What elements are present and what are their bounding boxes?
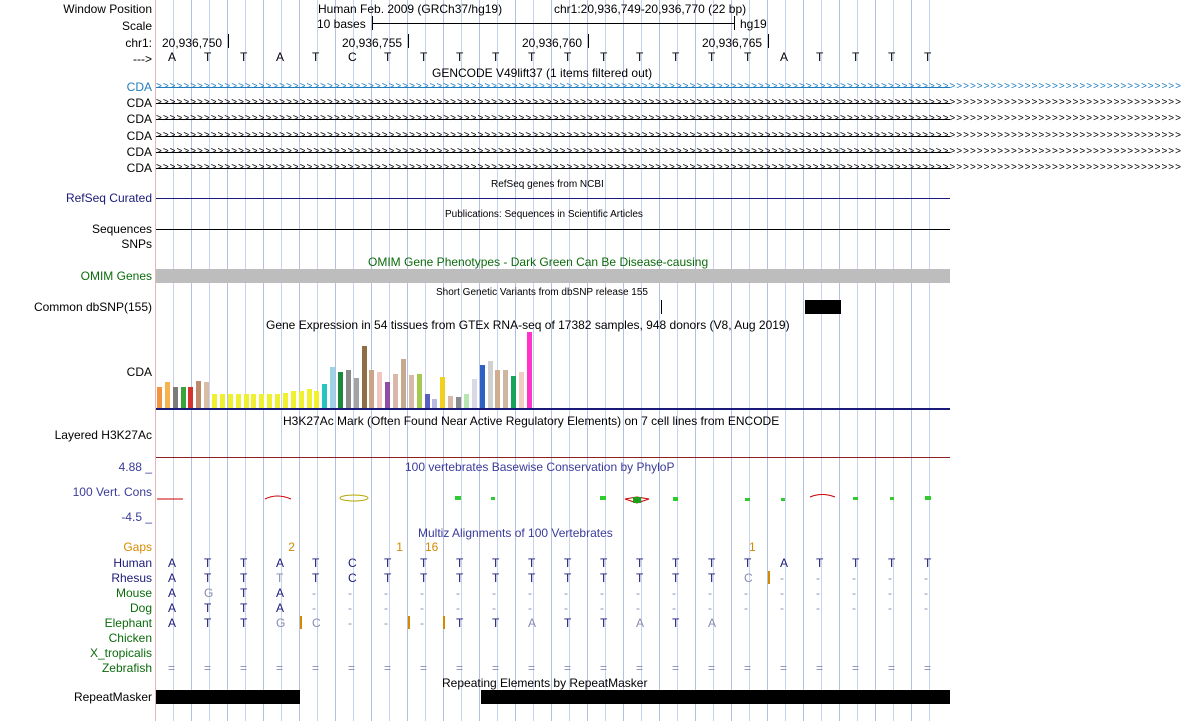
base-letter: A — [780, 50, 789, 64]
species-label[interactable]: Human — [113, 556, 152, 570]
aligned-base: = — [528, 661, 536, 675]
aligned-base: - — [384, 601, 388, 615]
gap-count: 2 — [288, 540, 295, 554]
transcript-strand-chevrons: >>>>>>>>>>>>>>>>>>>>>>>>>>>>>>>>>>>>>>>>>>>>>>>>>>>>>>>>>>>>>>>>>>>>>>>>>>>>>>>>>>>>>>>>>>>>>>>>>>>>>>>>>>>>>>>>>>>>>>>>>>>>>>>>>>>>>>>>>>>>>>>>>>>>>> — [156, 129, 1182, 141]
aligned-base: T — [600, 616, 608, 630]
aligned-base: = — [492, 661, 500, 675]
phylop-track-title: 100 vertebrates Basewise Conservation by PhyloP — [405, 460, 675, 474]
aligned-base: - — [528, 601, 532, 615]
base-letter: T — [708, 50, 716, 64]
aligned-base: - — [312, 586, 316, 600]
aligned-base: T — [384, 571, 392, 585]
gtex-tissue-bar[interactable] — [283, 393, 288, 408]
gtex-tissue-bar[interactable] — [346, 370, 351, 408]
aligned-base: T — [924, 556, 932, 570]
species-label[interactable]: Mouse — [115, 586, 152, 600]
species-label[interactable]: Elephant — [104, 616, 152, 630]
species-label[interactable]: Chicken — [108, 631, 152, 645]
gencode-transcript-label[interactable]: CDA — [126, 112, 152, 127]
transcript-strand-chevrons: >>>>>>>>>>>>>>>>>>>>>>>>>>>>>>>>>>>>>>>>>>>>>>>>>>>>>>>>>>>>>>>>>>>>>>>>>>>>>>>>>>>>>>>>>>>>>>>>>>>>>>>>>>>>>>>>>>>>>>>>>>>>>>>>>>>>>>>>>>>>>>>>>>>>>> — [156, 162, 1182, 173]
gtex-tissue-bar[interactable] — [244, 394, 249, 408]
snps-label[interactable]: SNPs — [121, 237, 152, 251]
aligned-base: T — [456, 556, 464, 570]
aligned-base: T — [672, 556, 680, 570]
aligned-base: T — [888, 556, 896, 570]
gtex-tissue-bar[interactable] — [393, 374, 398, 408]
aligned-base: - — [420, 601, 424, 615]
aligned-base: = — [564, 661, 572, 675]
gtex-tissue-bar[interactable] — [196, 381, 201, 408]
base-letter: T — [420, 50, 428, 64]
aligned-base: T — [204, 601, 212, 615]
gencode-transcript-label[interactable]: CDA — [126, 128, 152, 143]
gtex-tissue-bar[interactable] — [275, 394, 280, 408]
insertion-marker — [443, 616, 445, 629]
gtex-tissue-bar[interactable] — [519, 372, 524, 408]
gtex-tissue-bar[interactable] — [220, 394, 225, 408]
aligned-base: T — [240, 571, 248, 585]
aligned-base: - — [672, 586, 676, 600]
aligned-base: - — [636, 601, 640, 615]
repeatmasker-track-label[interactable]: RepeatMasker — [73, 690, 152, 704]
base-letter: T — [528, 50, 536, 64]
gtex-tissue-bar[interactable] — [188, 387, 193, 408]
gtex-tissue-bar[interactable] — [417, 374, 422, 408]
aligned-base: - — [924, 586, 928, 600]
sequences-label[interactable]: Sequences — [91, 222, 152, 236]
aligned-base: T — [600, 571, 608, 585]
aligned-base: - — [420, 616, 424, 630]
aligned-base: A — [780, 556, 789, 570]
gtex-tissue-bar[interactable] — [330, 367, 335, 408]
aligned-base: - — [780, 571, 784, 585]
aligned-base: T — [204, 571, 212, 585]
gencode-track-title: GENCODE V49lift37 (1 items filtered out) — [432, 66, 653, 80]
gap-count: 1 — [749, 540, 756, 554]
aligned-base: = — [456, 661, 464, 675]
aligned-base: A — [168, 601, 177, 615]
aligned-base: = — [276, 661, 284, 675]
base-letter: T — [852, 50, 860, 64]
ruler-label: 20,936,765 — [702, 36, 763, 50]
dbsnp-track-label[interactable]: Common dbSNP(155) — [33, 300, 152, 314]
insertion-marker — [768, 571, 770, 584]
aligned-base: = — [888, 661, 896, 675]
aligned-base: - — [852, 571, 856, 585]
species-label[interactable]: Rhesus — [111, 571, 152, 585]
aligned-base: T — [564, 571, 572, 585]
gtex-tissue-bar[interactable] — [354, 378, 359, 408]
gtex-tissue-bar[interactable] — [503, 370, 508, 408]
base-letter: A — [276, 50, 285, 64]
gtex-tissue-bar[interactable] — [173, 387, 178, 408]
aligned-base: T — [240, 556, 248, 570]
aligned-base: T — [816, 556, 824, 570]
aligned-base: - — [816, 601, 820, 615]
ruler-tick — [588, 34, 589, 48]
transcript-strand-chevrons: >>>>>>>>>>>>>>>>>>>>>>>>>>>>>>>>>>>>>>>>>>>>>>>>>>>>>>>>>>>>>>>>>>>>>>>>>>>>>>>>>>>>>>>>>>>>>>>>>>>>>>>>>>>>>>>>>>>>>>>>>>>>>>>>>>>>>>>>>>>>>>>>>>>>>> — [156, 145, 1182, 157]
gtex-tissue-bar[interactable] — [425, 394, 430, 408]
gtex-tissue-bar[interactable] — [488, 361, 493, 408]
aligned-base: C — [744, 571, 753, 585]
aligned-base: T — [240, 616, 248, 630]
aligned-base: T — [672, 571, 680, 585]
multiz-track-title: Multiz Alignments of 100 Vertebrates — [418, 526, 613, 540]
aligned-base: T — [204, 616, 212, 630]
aligned-base: = — [636, 661, 644, 675]
h3k27ac-baseline — [156, 457, 950, 458]
gtex-tissue-bar[interactable] — [464, 394, 469, 408]
gtex-tissue-bar[interactable] — [369, 370, 374, 408]
gtex-tissue-bar[interactable] — [291, 391, 296, 408]
aligned-base: G — [276, 616, 286, 630]
aligned-base: C — [348, 571, 357, 585]
gencode-transcript-label[interactable]: CDA — [126, 144, 152, 159]
base-letter: T — [564, 50, 572, 64]
aligned-base: - — [888, 601, 892, 615]
gtex-tissue-bar[interactable] — [448, 396, 453, 408]
aligned-base: - — [780, 586, 784, 600]
aligned-base: A — [276, 601, 285, 615]
aligned-base: - — [852, 586, 856, 600]
repeat-element-left[interactable] — [156, 690, 300, 704]
scale-text: 10 bases — [317, 17, 366, 31]
phylop-track-label[interactable]: 100 Vert. Cons — [72, 485, 152, 499]
insertion-marker — [408, 616, 410, 629]
transcript-strand-chevrons: >>>>>>>>>>>>>>>>>>>>>>>>>>>>>>>>>>>>>>>>>>>>>>>>>>>>>>>>>>>>>>>>>>>>>>>>>>>>>>>>>>>>>>>>>>>>>>>>>>>>>>>>>>>>>>>>>>>>>>>>>>>>>>>>>>>>>>>>>>>>>>>>>>>>>> — [156, 113, 1182, 125]
aligned-base: - — [708, 586, 712, 600]
db-label: hg19 — [740, 17, 767, 31]
base-letter: T — [204, 50, 212, 64]
aligned-base: T — [672, 616, 680, 630]
aligned-base: T — [240, 586, 248, 600]
aligned-base: T — [204, 556, 212, 570]
gtex-tissue-bar[interactable] — [299, 391, 304, 408]
aligned-base: A — [636, 616, 645, 630]
insertion-marker — [300, 616, 302, 629]
aligned-base: T — [636, 556, 644, 570]
aligned-base: T — [312, 556, 320, 570]
gtex-tissue-bar[interactable] — [204, 382, 209, 408]
base-letter: T — [924, 50, 932, 64]
aligned-base: - — [600, 586, 604, 600]
position-range[interactable]: chr1:20,936,749-20,936,770 (22 bp) — [554, 2, 747, 16]
aligned-base: T — [564, 556, 572, 570]
base-letter: T — [492, 50, 500, 64]
species-label[interactable]: X_tropicalis — [89, 646, 152, 660]
gtex-tissue-bar[interactable] — [236, 394, 241, 408]
gtex-track-title: Gene Expression in 54 tissues from GTEx RNA-seq of 17382 samples, 948 donors (V8, Aug 2019) — [266, 318, 790, 332]
repeat-element-right[interactable] — [481, 690, 950, 704]
base-letter: T — [312, 50, 320, 64]
gtex-tissue-bar[interactable] — [212, 394, 217, 408]
strand-label: ---> — [133, 52, 152, 66]
aligned-base: - — [672, 601, 676, 615]
aligned-base: = — [852, 661, 860, 675]
refseq-track-title: RefSeq genes from NCBI — [491, 179, 604, 190]
h3k27ac-track-title: H3K27Ac Mark (Often Found Near Active Regulatory Elements) on 7 cell lines from ENCODE — [283, 414, 780, 428]
aligned-base: = — [816, 661, 824, 675]
assembly-text: Human Feb. 2009 (GRCh37/hg19) — [318, 2, 503, 16]
gtex-tissue-bar[interactable] — [409, 375, 414, 408]
aligned-base: T — [240, 601, 248, 615]
aligned-base: - — [528, 586, 532, 600]
ruler-label: 20,936,750 — [162, 36, 223, 50]
aligned-base: - — [744, 586, 748, 600]
aligned-base: - — [492, 586, 496, 600]
gtex-tissue-bar[interactable] — [307, 389, 312, 408]
scale-label: Scale — [121, 19, 152, 33]
aligned-base: - — [312, 601, 316, 615]
aligned-base: = — [240, 661, 248, 675]
aligned-base: A — [168, 556, 177, 570]
aligned-base: = — [204, 661, 212, 675]
gtex-gene-label[interactable]: CDA — [126, 365, 152, 379]
gtex-tissue-bar[interactable] — [440, 377, 445, 408]
aligned-base: T — [564, 616, 572, 630]
aligned-base: - — [816, 586, 820, 600]
phylop-min-label: -4.5 _ — [121, 510, 152, 524]
aligned-base: - — [708, 601, 712, 615]
gtex-tissue-bar[interactable] — [527, 332, 532, 408]
base-letter: T — [240, 50, 248, 64]
gtex-tissue-bar[interactable] — [511, 376, 516, 408]
aligned-base: - — [744, 601, 748, 615]
base-letter: T — [636, 50, 644, 64]
aligned-base: - — [456, 601, 460, 615]
omim-track-label[interactable]: OMIM Genes — [80, 269, 152, 283]
aligned-base: - — [924, 571, 928, 585]
gtex-tissue-bar[interactable] — [181, 387, 186, 408]
aligned-base: T — [744, 556, 752, 570]
aligned-base: T — [456, 571, 464, 585]
gtex-tissue-bar[interactable] — [251, 394, 256, 408]
gencode-transcript-label[interactable]: CDA — [126, 161, 152, 175]
gtex-tissue-bar[interactable] — [472, 379, 477, 408]
aligned-base: T — [492, 616, 500, 630]
gap-count: 16 — [425, 540, 439, 554]
gtex-tissue-bar[interactable] — [314, 391, 319, 408]
aligned-base: = — [924, 661, 932, 675]
species-label[interactable]: Dog — [129, 601, 152, 615]
refseq-gene-line[interactable] — [156, 198, 950, 199]
gtex-tissue-bar[interactable] — [401, 359, 406, 408]
aligned-base: T — [492, 571, 500, 585]
aligned-base: - — [888, 571, 892, 585]
aligned-base: T — [852, 556, 860, 570]
gtex-tissue-bar[interactable] — [480, 365, 485, 408]
gtex-tissue-bar[interactable] — [377, 372, 382, 408]
h3k27ac-track-label[interactable]: Layered H3K27Ac — [54, 428, 152, 442]
gtex-tissue-bar[interactable] — [456, 397, 461, 408]
aligned-base: = — [384, 661, 392, 675]
aligned-base: - — [456, 586, 460, 600]
aligned-base: - — [348, 586, 352, 600]
aligned-base: - — [384, 586, 388, 600]
gtex-tissue-bar[interactable] — [338, 372, 343, 408]
aligned-base: T — [636, 571, 644, 585]
aligned-base: A — [528, 616, 537, 630]
gaps-label: Gaps — [123, 540, 152, 554]
aligned-base: - — [564, 601, 568, 615]
aligned-base: - — [636, 586, 640, 600]
aligned-base: - — [852, 601, 856, 615]
aligned-base: = — [168, 661, 176, 675]
gtex-tissue-bar[interactable] — [385, 382, 390, 408]
gtex-tissue-bar[interactable] — [267, 394, 272, 408]
aligned-base: = — [780, 661, 788, 675]
omim-gene-block[interactable] — [156, 269, 950, 283]
aligned-base: - — [924, 601, 928, 615]
ruler-tick — [768, 34, 769, 48]
snp-marker-block[interactable] — [805, 300, 841, 314]
phylop-max-label: 4.88 _ — [118, 460, 152, 474]
aligned-base: A — [276, 586, 285, 600]
aligned-base: = — [312, 661, 320, 675]
base-letter: C — [348, 50, 357, 64]
aligned-base: - — [780, 601, 784, 615]
aligned-base: = — [744, 661, 752, 675]
aligned-base: - — [348, 616, 352, 630]
gtex-tissue-bar[interactable] — [495, 370, 500, 408]
aligned-base: T — [384, 556, 392, 570]
transcript-strand-chevrons: >>>>>>>>>>>>>>>>>>>>>>>>>>>>>>>>>>>>>>>>>>>>>>>>>>>>>>>>>>>>>>>>>>>>>>>>>>>>>>>>>>>>>>>>>>>>>>>>>>>>>>>>>>>>>>>>>>>>>>>>>>>>>>>>>>>>>>>>>>>>>>>>>>>>>> — [156, 97, 1182, 109]
base-letter: T — [384, 50, 392, 64]
snp-marker-single[interactable] — [661, 300, 662, 314]
aligned-base: - — [564, 586, 568, 600]
aligned-base: = — [348, 661, 356, 675]
aligned-base: G — [204, 586, 214, 600]
aligned-base: - — [888, 586, 892, 600]
transcript-strand-chevrons: >>>>>>>>>>>>>>>>>>>>>>>>>>>>>>>>>>>>>>>>>>>>>>>>>>>>>>>>>>>>>>>>>>>>>>>>>>>>>>>>>>>>>>>>>>>>>>>>>>>>>>>>>>>>>>>>>>>>>>>>>>>>>>>>>>>>>>>>>>>>>>>>>>>>>> — [156, 81, 1182, 92]
base-letter: T — [888, 50, 896, 64]
aligned-base: T — [456, 616, 464, 630]
aligned-base: T — [528, 571, 536, 585]
base-letter: T — [744, 50, 752, 64]
chrom-label: chr1: — [125, 36, 152, 50]
aligned-base: = — [708, 661, 716, 675]
aligned-base: - — [420, 586, 424, 600]
aligned-base: T — [708, 571, 716, 585]
repeatmasker-track-title: Repeating Elements by RepeatMasker — [442, 676, 648, 690]
aligned-base: T — [420, 556, 428, 570]
scale-bar — [372, 23, 734, 24]
base-letter: T — [816, 50, 824, 64]
aligned-base: C — [348, 556, 357, 570]
publications-track-title: Publications: Sequences in Scientific Articles — [445, 209, 643, 220]
gtex-tissue-bar[interactable] — [362, 346, 367, 408]
gencode-transcript-label[interactable]: CDA — [126, 80, 152, 94]
aligned-base: T — [312, 571, 320, 585]
aligned-base: C — [312, 616, 321, 630]
aligned-base: T — [492, 556, 500, 570]
phylop-signal[interactable] — [155, 485, 950, 515]
aligned-base: T — [708, 556, 716, 570]
aligned-base: A — [708, 616, 717, 630]
base-letter: T — [456, 50, 464, 64]
ruler-tick — [408, 34, 409, 48]
aligned-base: A — [276, 556, 285, 570]
base-letter: T — [600, 50, 608, 64]
gtex-tissue-bar[interactable] — [432, 399, 437, 408]
gtex-tissue-bar[interactable] — [322, 384, 327, 408]
aligned-base: = — [420, 661, 428, 675]
window-position-label: Window Position — [63, 2, 152, 16]
ruler-label: 20,936,760 — [522, 36, 583, 50]
aligned-base: - — [492, 601, 496, 615]
scale-bar-right-tick — [734, 16, 735, 30]
gencode-transcript-label[interactable]: CDA — [126, 96, 152, 111]
gtex-tissue-bar[interactable] — [165, 382, 170, 408]
ruler-tick — [228, 34, 229, 48]
ruler-label: 20,936,755 — [342, 36, 403, 50]
aligned-base: - — [348, 601, 352, 615]
gtex-baseline — [156, 408, 950, 410]
aligned-base: T — [276, 571, 284, 585]
base-letter: T — [672, 50, 680, 64]
aligned-base: - — [600, 601, 604, 615]
publication-sequence-line[interactable] — [156, 229, 950, 230]
aligned-base: A — [168, 586, 177, 600]
aligned-base: A — [168, 571, 177, 585]
aligned-base: - — [384, 616, 388, 630]
aligned-base: T — [420, 571, 428, 585]
species-label[interactable]: Zebrafish — [101, 661, 152, 675]
aligned-base: A — [168, 616, 177, 630]
dbsnp-track-title: Short Genetic Variants from dbSNP release 155 — [436, 287, 648, 298]
aligned-base: T — [528, 556, 536, 570]
aligned-base: - — [816, 571, 820, 585]
gtex-tissue-bar[interactable] — [157, 387, 162, 408]
aligned-base: T — [600, 556, 608, 570]
gap-count: 1 — [396, 540, 403, 554]
base-letter: A — [168, 50, 177, 64]
gtex-tissue-bar[interactable] — [228, 394, 233, 408]
omim-track-title: OMIM Gene Phenotypes - Dark Green Can Be Disease-causing — [368, 255, 709, 269]
aligned-base: = — [672, 661, 680, 675]
gtex-tissue-bar[interactable] — [259, 394, 264, 408]
aligned-base: = — [600, 661, 608, 675]
refseq-track-label[interactable]: RefSeq Curated — [65, 191, 152, 205]
